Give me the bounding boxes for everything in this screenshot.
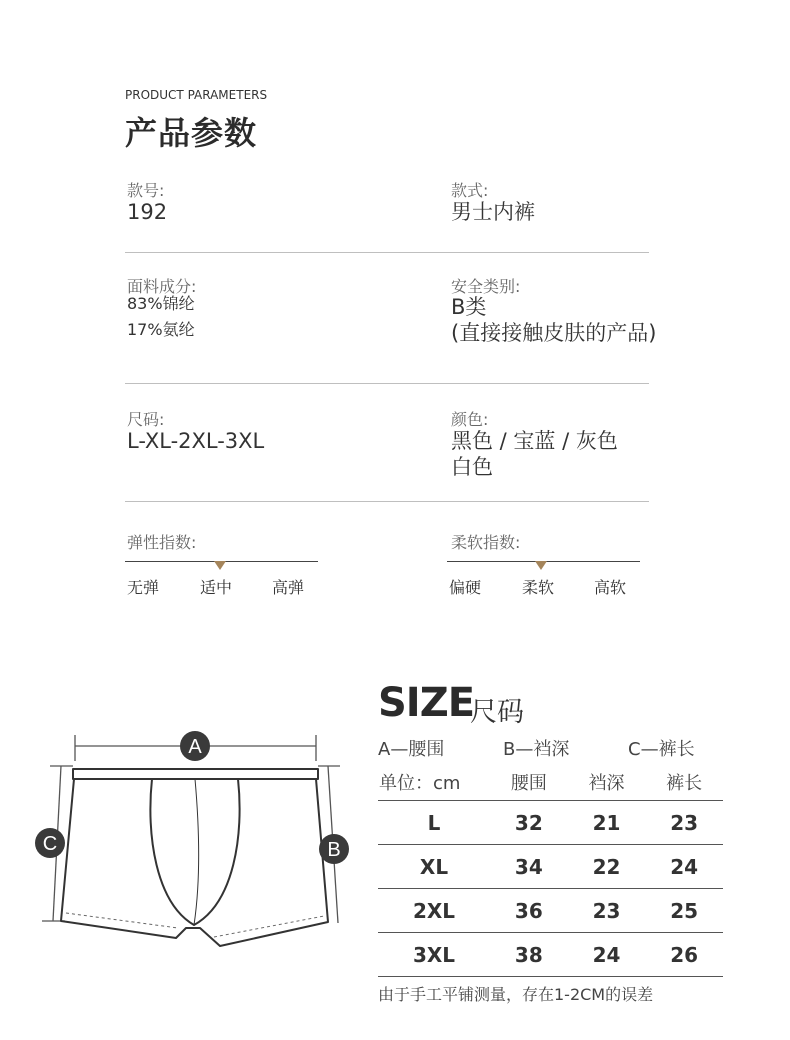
section-eyebrow: PRODUCT PARAMETERS [125,88,268,102]
size-cell: L [378,801,490,845]
fabric-line-2: 17%氨纶 [127,320,195,339]
style-value: 男士内裤 [451,200,535,224]
safety-line-1: B类 [451,295,487,319]
style-label: 款式: [451,181,489,200]
safety-label: 安全类别: [451,277,521,296]
size-title-en: SIZE [378,680,475,726]
rise-cell: 23 [568,889,646,933]
elasticity-option: 适中 [200,578,233,597]
table-row [378,845,723,889]
measurement-note: 由于手工平铺测量，存在1-2CM的误差 [378,985,654,1004]
size-label: 尺码: [127,410,165,429]
softness-label: 柔软指数: [451,533,521,552]
softness-marker-icon [535,561,547,570]
column-header-waist: 腰围 [490,764,568,801]
length-cell: 24 [645,845,723,889]
rise-cell: 24 [568,933,646,977]
legend-item-a: A—腰围 [378,739,445,760]
size-title-cn: 尺码 [470,697,524,728]
safety-line-2: (直接接触皮肤的产品) [451,321,657,345]
table-header-row [378,764,723,801]
model-label: 款号: [127,181,165,200]
table-row [378,889,723,933]
elasticity-option: 高弹 [272,578,305,597]
size-value: L-XL-2XL-3XL [127,429,265,453]
fabric-line-1: 83%锦纶 [127,294,195,313]
color-line-2: 白色 [451,455,493,479]
length-cell: 23 [645,801,723,845]
legend-item-b: B—裆深 [503,739,570,760]
waist-cell: 36 [490,889,568,933]
divider [125,252,649,253]
color-line-1: 黑色 / 宝蓝 / 灰色 [451,429,618,453]
elasticity-label: 弹性指数: [127,533,197,552]
table-row [378,933,723,977]
softness-option: 偏硬 [449,578,482,597]
divider [125,501,649,502]
elasticity-marker-icon [214,561,226,570]
marker-a-label: A [188,736,202,758]
model-value: 192 [127,200,168,224]
divider [125,383,649,384]
softness-option: 高软 [594,578,627,597]
marker-b-label: B [327,839,341,861]
size-cell: 3XL [378,933,490,977]
size-cell: 2XL [378,889,490,933]
column-header-length: 裤长 [645,764,723,801]
column-header-unit: 单位：cm [378,764,490,801]
legend-item-c: C—裤长 [628,739,695,760]
color-label: 颜色: [451,410,489,429]
marker-c-label: C [42,833,58,855]
length-cell: 25 [645,889,723,933]
column-header-rise: 裆深 [568,764,646,801]
rise-cell: 22 [568,845,646,889]
table-row [378,801,723,845]
length-cell: 26 [645,933,723,977]
fabric-label: 面料成分: [127,277,197,296]
waist-cell: 34 [490,845,568,889]
rise-cell: 21 [568,801,646,845]
size-cell: XL [378,845,490,889]
size-table [378,764,723,977]
elasticity-option: 无弹 [127,578,160,597]
page-title: 产品参数 [125,114,258,152]
waist-cell: 38 [490,933,568,977]
softness-option: 柔软 [522,578,555,597]
boxer-measurement-diagram [28,725,358,960]
waist-cell: 32 [490,801,568,845]
